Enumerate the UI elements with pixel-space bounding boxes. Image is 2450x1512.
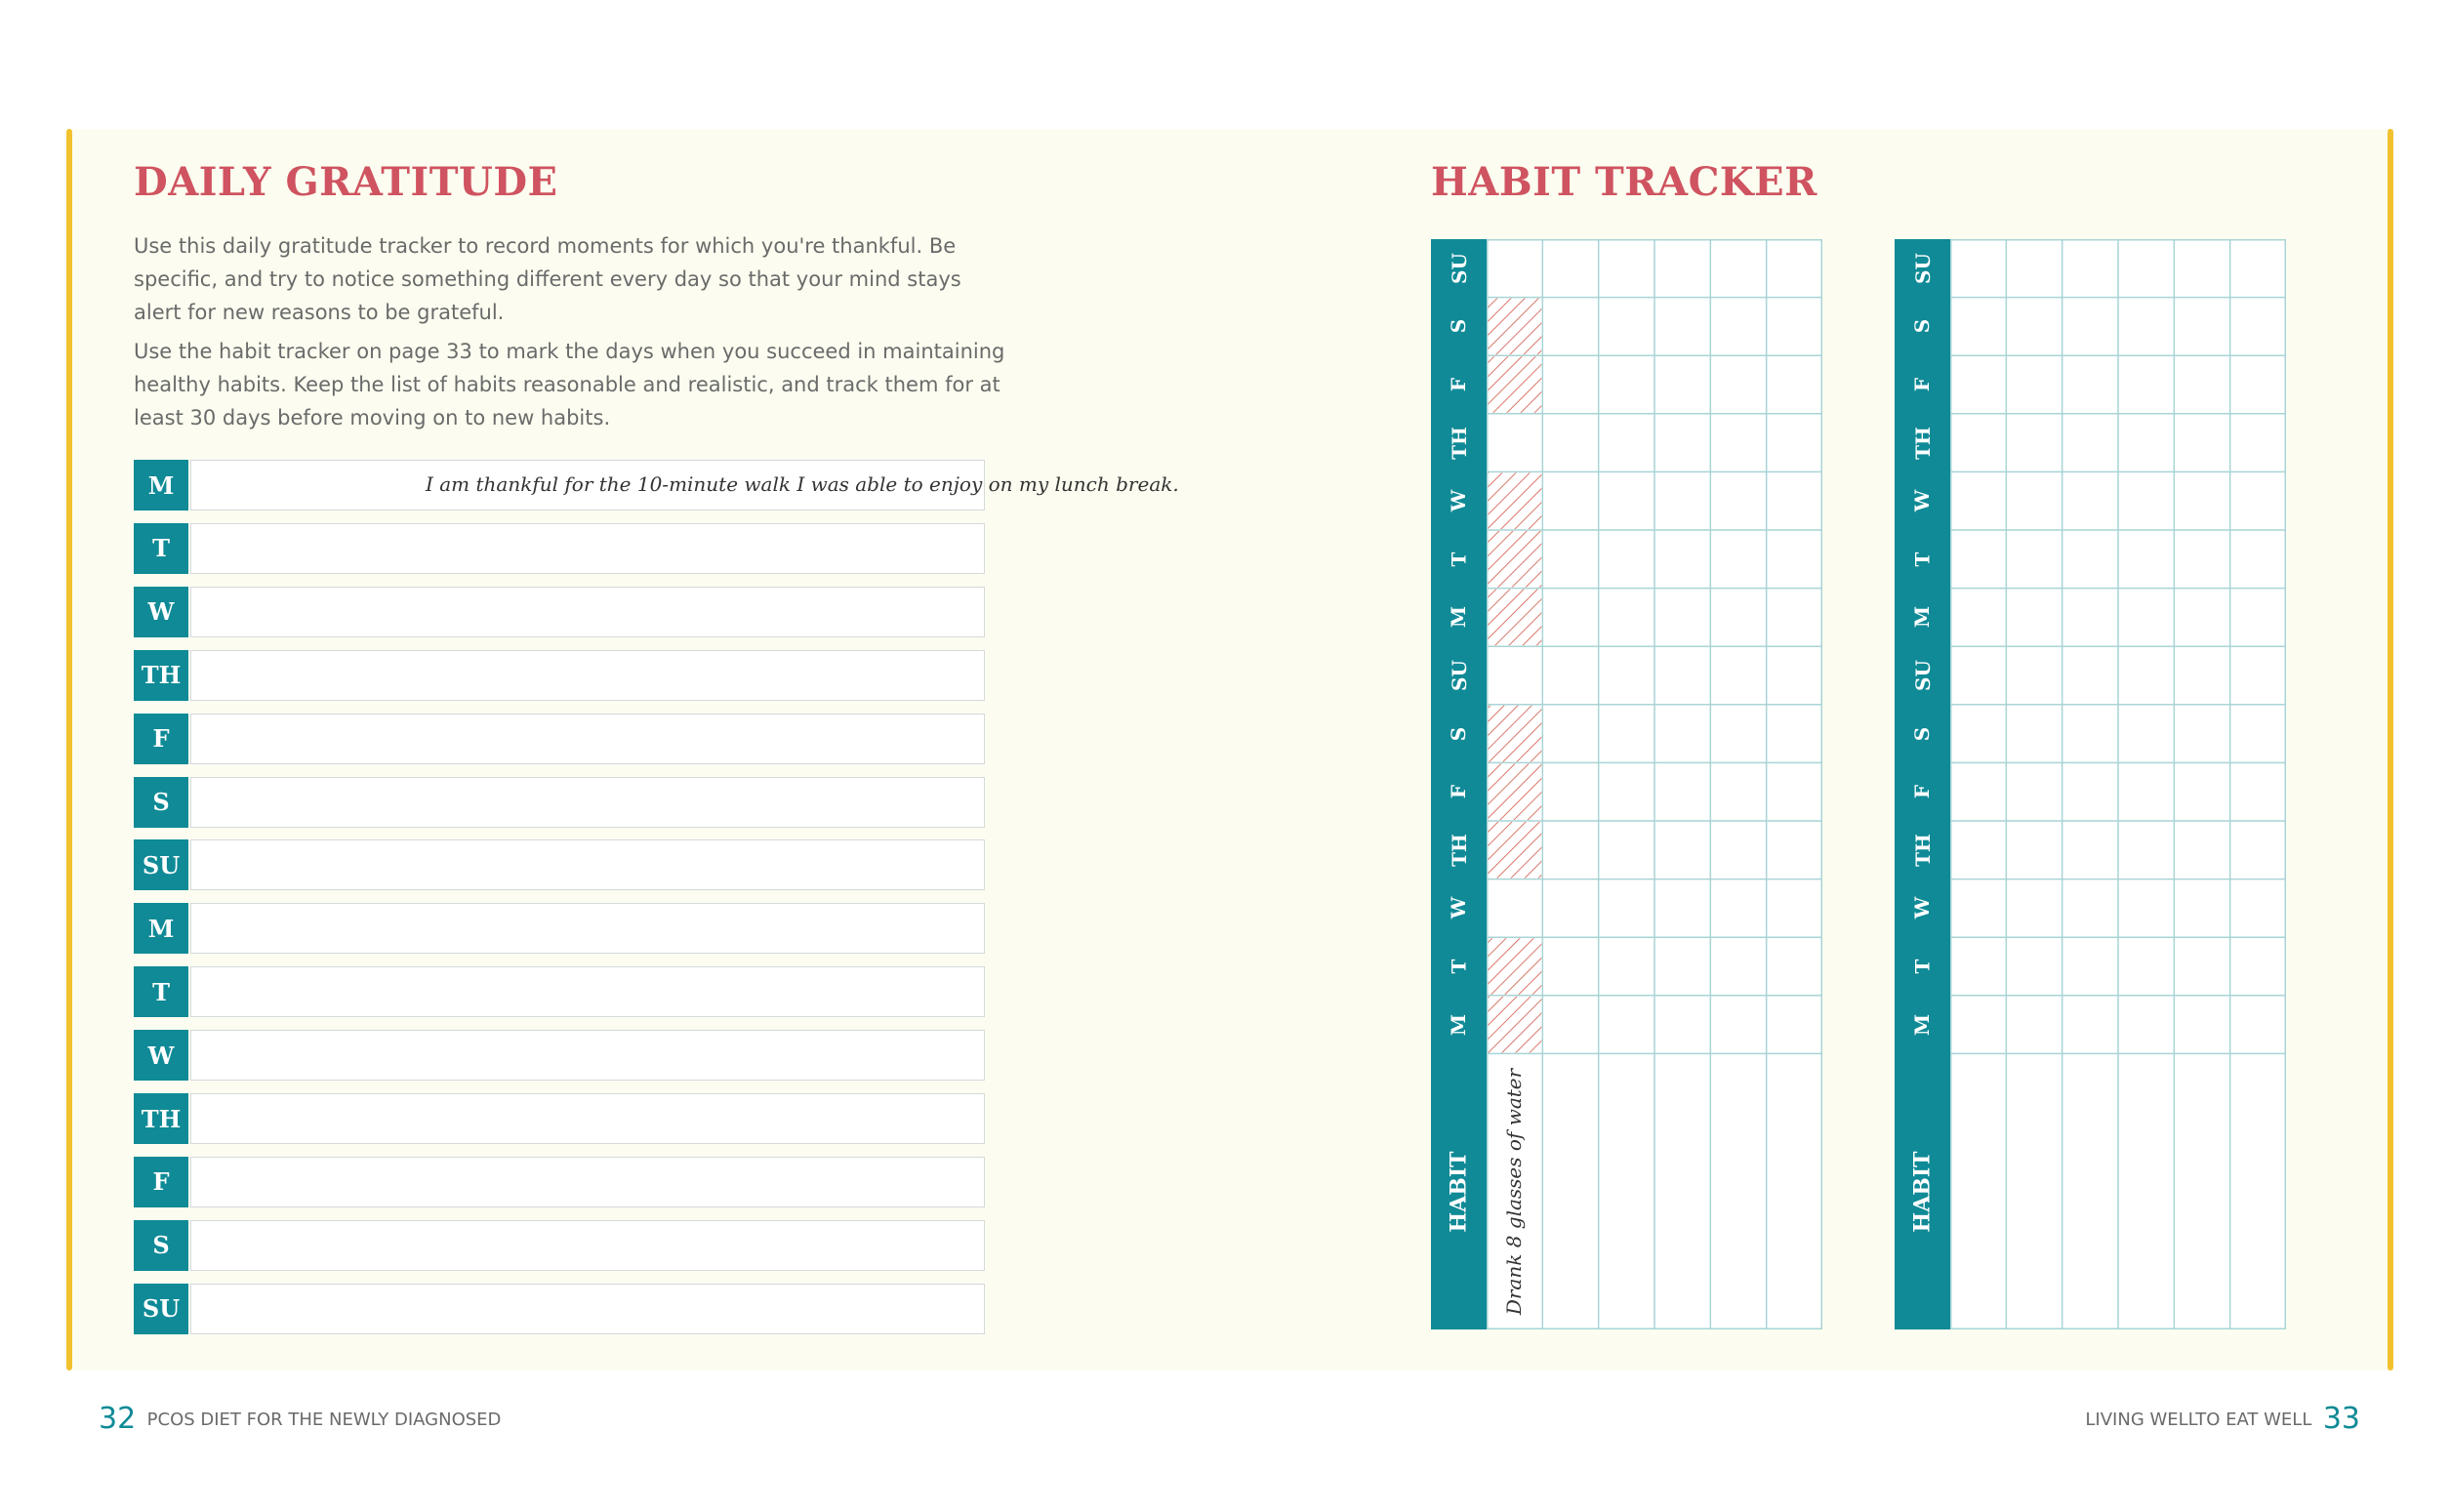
tracker-day-label xyxy=(1895,471,1950,530)
gratitude-row xyxy=(134,714,985,764)
left-page-edge xyxy=(66,129,72,1370)
gratitude-row xyxy=(134,1220,985,1271)
gratitude-row xyxy=(134,1093,985,1144)
gratitude-entry-line[interactable] xyxy=(190,966,985,1017)
gratitude-entry-line[interactable] xyxy=(190,1157,985,1207)
tracker-day-label xyxy=(1431,414,1487,472)
gratitude-row xyxy=(134,650,985,701)
tracker-day-label-text: TH xyxy=(1910,426,1935,460)
tracker-day-label-text: W xyxy=(1447,897,1471,919)
tracker-checked-cell[interactable] xyxy=(1488,472,1541,529)
gratitude-day-label: TH xyxy=(134,650,188,701)
tracker-day-label-text: F xyxy=(1447,377,1471,392)
gratitude-day-label: M xyxy=(134,460,188,511)
gratitude-day-label: W xyxy=(134,587,188,637)
tracker-day-label-text: T xyxy=(1910,959,1935,974)
habit-tracker-grid-2 xyxy=(1895,239,2286,1329)
gratitude-day-label: M xyxy=(134,903,188,954)
tracker-day-label-text: M xyxy=(1910,606,1935,629)
tracker-checked-cell[interactable] xyxy=(1488,938,1541,995)
tracker-day-label-text: M xyxy=(1447,606,1471,629)
tracker-checked-cell[interactable] xyxy=(1488,706,1541,762)
habit-entry[interactable] xyxy=(1950,1053,2006,1329)
gratitude-entry-line[interactable] xyxy=(190,1093,985,1144)
tracker-day-label-text: T xyxy=(1447,552,1471,567)
right-page-number: 33 xyxy=(2322,1402,2360,1436)
gratitude-row xyxy=(134,1030,985,1081)
gratitude-day-label: T xyxy=(134,523,188,574)
right-footer-title: LIVING WELLTO EAT WELL xyxy=(2085,1410,2312,1430)
tracker-day-label xyxy=(1895,879,1950,938)
tracker-day-label xyxy=(1431,879,1487,938)
gratitude-row xyxy=(134,587,985,637)
tracker-day-label-text: SU xyxy=(1910,252,1935,284)
gratitude-entry-line[interactable] xyxy=(190,460,1179,511)
tracker-day-label-text: T xyxy=(1447,959,1471,974)
tracker-day-label-text: TH xyxy=(1447,833,1471,867)
tracker-checked-cell[interactable] xyxy=(1488,997,1541,1053)
tracker-day-label xyxy=(1895,530,1950,589)
tracker-day-label xyxy=(1431,705,1487,763)
gratitude-day-label: S xyxy=(134,777,188,828)
tracker-day-label-text: S xyxy=(1447,319,1471,334)
gratitude-intro-paragraph: Use this daily gratitude tracker to record moments for which you're thankful. Be specific, and try to notice something different every day so that your mind stays alert for new reasons to be grateful. xyxy=(134,234,961,324)
tracker-day-label-text: SU xyxy=(1447,660,1471,691)
tracker-day-label xyxy=(1431,937,1487,996)
habit-intro-paragraph: Use the habit tracker on page 33 to mark the days when you succeed in maintaining healthy habits. Keep the list of habits reasonable and realistic, and track them for at least 30 days before moving on to new habits. xyxy=(134,340,1005,429)
gratitude-row xyxy=(134,903,985,954)
left-page-number: 32 xyxy=(99,1402,137,1436)
tracker-day-label-text: S xyxy=(1910,726,1935,741)
gratitude-entry-line[interactable] xyxy=(190,777,985,828)
tracker-day-label-text: F xyxy=(1447,785,1471,799)
gratitude-day-label: S xyxy=(134,1220,188,1271)
gratitude-row xyxy=(134,460,1179,511)
gratitude-day-label: SU xyxy=(134,1284,188,1334)
tracker-day-label xyxy=(1895,996,1950,1054)
gratitude-entry-line[interactable] xyxy=(190,587,985,637)
tracker-day-label xyxy=(1431,821,1487,879)
gratitude-day-label: F xyxy=(134,714,188,764)
tracker-day-label xyxy=(1895,937,1950,996)
tracker-checked-cell[interactable] xyxy=(1488,763,1541,820)
gratitude-entry-line[interactable] xyxy=(190,714,985,764)
tracker-day-label-text: SU xyxy=(1910,660,1935,691)
gratitude-row xyxy=(134,523,985,574)
habit-entry-text: Drank 8 glasses of water xyxy=(1502,1068,1527,1315)
tracker-day-label-text: F xyxy=(1910,785,1935,799)
tracker-day-label-text: T xyxy=(1910,552,1935,567)
habit-label-text: HABIT xyxy=(1446,1150,1472,1233)
gratitude-entry-line[interactable] xyxy=(190,650,985,701)
tracker-day-label xyxy=(1895,589,1950,647)
gratitude-entry-line[interactable] xyxy=(190,839,985,890)
gratitude-day-label: SU xyxy=(134,839,188,890)
tracker-day-label-text: M xyxy=(1910,1013,1935,1036)
gratitude-row xyxy=(134,966,985,1017)
gratitude-row xyxy=(134,1284,985,1334)
gratitude-entry-line[interactable] xyxy=(190,523,985,574)
tracker-checked-cell[interactable] xyxy=(1488,299,1541,355)
tracker-day-label-text: SU xyxy=(1447,252,1471,284)
tracker-day-label xyxy=(1431,530,1487,589)
tracker-day-label xyxy=(1431,589,1487,647)
tracker-day-label xyxy=(1431,646,1487,705)
habit-label xyxy=(1431,1053,1487,1329)
right-page-edge xyxy=(2388,129,2393,1370)
tracker-day-label xyxy=(1431,298,1487,356)
tracker-day-label-text: TH xyxy=(1447,426,1471,460)
tracker-day-label-text: W xyxy=(1910,489,1935,512)
tracker-day-label-text: F xyxy=(1910,377,1935,392)
tracker-day-label xyxy=(1431,996,1487,1054)
gratitude-entry-text: I am thankful for the 10-minute walk I was able to enjoy on my lunch break. xyxy=(426,472,1179,496)
habit-tracker-title: HABIT TRACKER xyxy=(1431,159,1817,205)
tracker-day-label xyxy=(1895,239,1950,298)
tracker-day-label xyxy=(1895,646,1950,705)
tracker-checked-cell[interactable] xyxy=(1488,531,1541,588)
tracker-checked-cell[interactable] xyxy=(1488,356,1541,413)
left-footer-title: PCOS DIET FOR THE NEWLY DIAGNOSED xyxy=(146,1410,502,1430)
right-page-footer xyxy=(2085,1402,2360,1436)
tracker-day-label-text: W xyxy=(1447,489,1471,512)
habit-label-text: HABIT xyxy=(1909,1150,1936,1233)
tracker-day-label xyxy=(1895,414,1950,472)
gratitude-entry-line[interactable] xyxy=(190,1284,985,1334)
gratitude-entry-line[interactable] xyxy=(190,1220,985,1271)
tracker-day-label xyxy=(1895,821,1950,879)
tracker-day-label-text: S xyxy=(1447,726,1471,741)
gratitude-day-label: TH xyxy=(134,1093,188,1144)
left-page-footer xyxy=(99,1402,501,1436)
tracker-day-label-text: W xyxy=(1910,897,1935,919)
gratitude-row xyxy=(134,777,985,828)
gratitude-day-label: F xyxy=(134,1157,188,1207)
tracker-day-label xyxy=(1895,298,1950,356)
tracker-day-label xyxy=(1895,762,1950,821)
tracker-day-label xyxy=(1431,355,1487,414)
tracker-day-label xyxy=(1431,239,1487,298)
tracker-day-label-text: S xyxy=(1910,319,1935,334)
tracker-checked-cell[interactable] xyxy=(1488,822,1541,879)
gratitude-row xyxy=(134,839,985,890)
tracker-day-label xyxy=(1895,355,1950,414)
daily-gratitude-title: DAILY GRATITUDE xyxy=(134,159,558,205)
habit-label xyxy=(1895,1053,1950,1329)
habit-tracker-grid-1 xyxy=(1431,239,1822,1329)
tracker-checked-cell[interactable] xyxy=(1488,590,1541,646)
tracker-day-label xyxy=(1895,705,1950,763)
tracker-day-label-text: TH xyxy=(1910,833,1935,867)
tracker-day-label-text: M xyxy=(1447,1013,1471,1036)
tracker-day-label xyxy=(1431,471,1487,530)
gratitude-row xyxy=(134,1157,985,1207)
habit-entry[interactable] xyxy=(1487,1053,1542,1329)
gratitude-entry-line[interactable] xyxy=(190,1030,985,1081)
gratitude-entry-line[interactable] xyxy=(190,903,985,954)
gratitude-day-label: T xyxy=(134,966,188,1017)
tracker-day-label xyxy=(1431,762,1487,821)
gratitude-day-label: W xyxy=(134,1030,188,1081)
